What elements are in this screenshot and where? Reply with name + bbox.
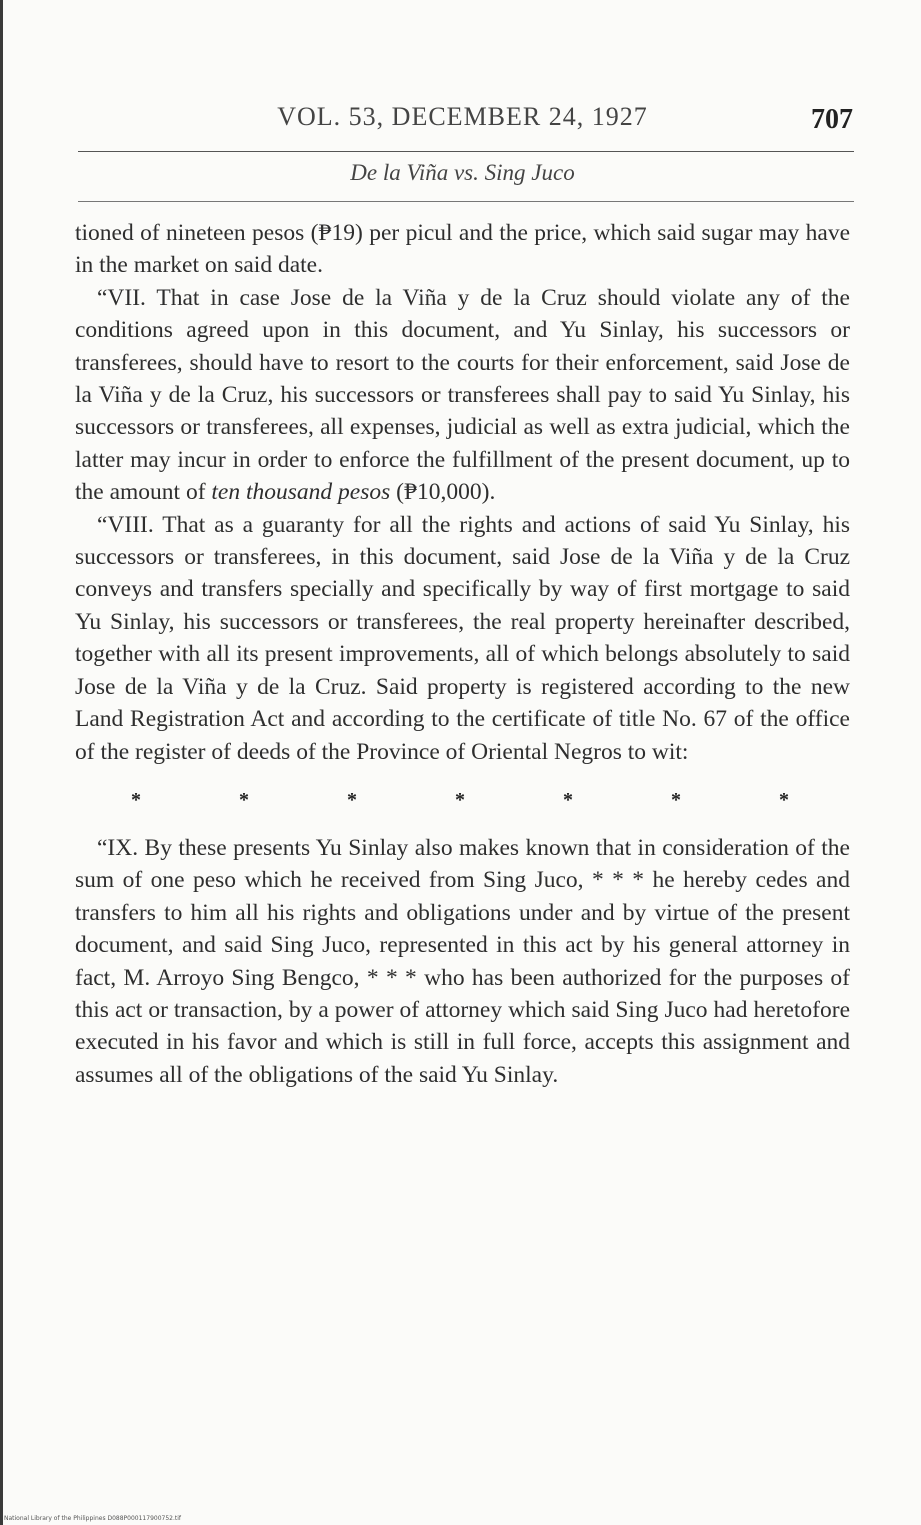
paragraph-clause-ix: “IX. By these presents Yu Sinlay also makes known that in consideration of the sum of one peso which he received from Sing Juco, * * * he hereby cedes and transfers to him all his rights and obligations under and by virtue of the present document, and said Sing Juco, represented in this act by his general attorney in fact, M. Arroyo Sing Bengco, * * * who has been authorized for the purposes of this act or transaction, by a power of attorney which said Sing Juco had heretofore executed in his favor and which is still in full force, accepts this assignment and assumes all of the obligations of the said Yu Sinlay. bbox=[75, 834, 850, 1088]
header-rule bbox=[78, 151, 854, 152]
title-rule bbox=[78, 201, 854, 202]
running-head: VOL. 53, DECEMBER 24, 1927 bbox=[277, 102, 648, 131]
clause-vii-amount-words: ten thousand pesos bbox=[211, 479, 391, 506]
asterisk: * bbox=[671, 788, 681, 811]
paragraph-clause-viii: “VIII. That as a guaranty for all the rights and actions of said Yu Sinlay, his successors or transferees, in this document, said Jose de la Viña y de la Cruz conveys and transfers specially and specifically by way of first mortgage to said Yu Sinlay, his successors or transferees, the real property hereinafter described, together with all its present improvements, all of which belongs absolutely to said Jose de la Viña y de la Cruz. Said property is registered according to the new Land Registration Act and according to the certificate of title No. 67 of the office of the register of deeds of the Province of Oriental Negros to wit: bbox=[75, 511, 850, 765]
asterisk: * bbox=[455, 788, 465, 811]
asterisk: * bbox=[779, 788, 789, 811]
asterisk: * bbox=[347, 788, 357, 811]
clause-vii-amount: (₱10,000). bbox=[390, 479, 496, 506]
omission-separator bbox=[75, 768, 850, 832]
page-edge bbox=[0, 0, 3, 1525]
case-title: De la Viña vs. Sing Juco bbox=[350, 160, 575, 185]
document-body bbox=[75, 217, 850, 1091]
page-number: 707 bbox=[811, 104, 853, 135]
asterisk: * bbox=[239, 788, 249, 811]
page-header bbox=[70, 102, 855, 142]
paragraph-continuation: tioned of nineteen pesos (₱19) per picul and the price, which said sugar may have in the market on said date. bbox=[75, 220, 850, 279]
clause-vii-text: “VII. That in case Jose de la Viña y de la Cruz should violate any of the conditions agreed upon in this document, and Yu Sinlay, his successors or transferees, should have to resort to the courts for their enforcement, said Jose de la Viña y de la Cruz, his successors or transferees shall pay to said Yu Sinlay, his successors or transferees, all expenses, judicial as well as extra judicial, which the latter may incur in order to enforce the fulfillment of the present document, up to the amount of bbox=[75, 284, 850, 506]
asterisk: * bbox=[131, 788, 141, 811]
asterisk: * bbox=[563, 788, 573, 811]
paragraph-clause-vii bbox=[75, 282, 850, 509]
scan-source-label: National Library of the Philippines D088P000117900752.tif bbox=[4, 1515, 182, 1522]
